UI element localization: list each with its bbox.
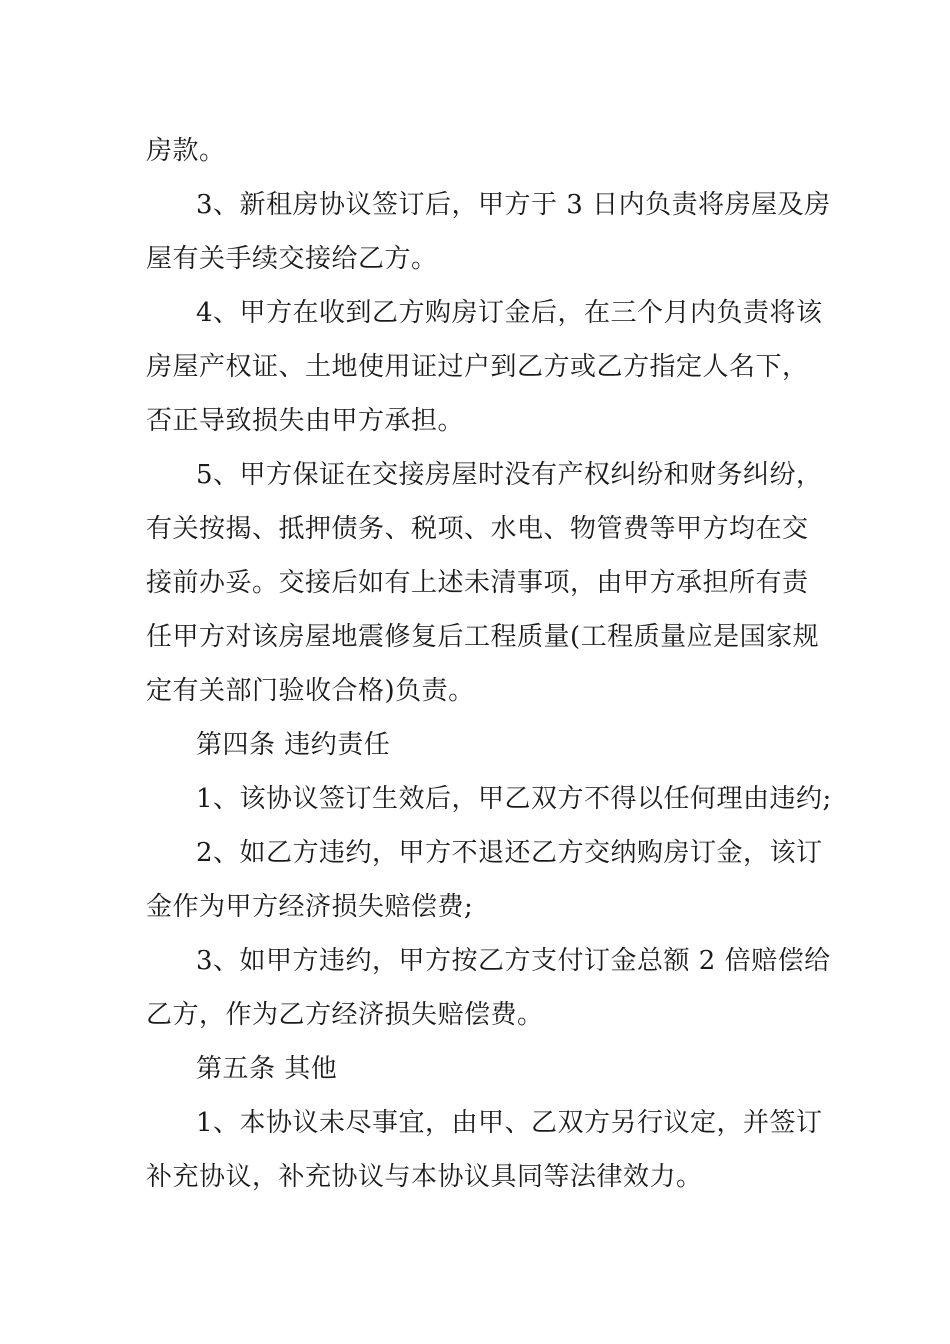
text-line: 否正导致损失由甲方承担。 [146, 406, 465, 436]
text-line: 2、如乙方违约，甲方不退还乙方交纳购房订金，该订 [196, 838, 823, 868]
text-line: 金作为甲方经济损失赔偿费; [146, 892, 474, 922]
text-line: 乙方，作为乙方经济损失赔偿费。 [146, 1000, 544, 1030]
text-line: 补充协议，补充协议与本协议具同等法律效力。 [146, 1162, 703, 1192]
text-line: 定有关部门验收合格)负责。 [146, 676, 475, 706]
text-line: 房屋产权证、土地使用证过户到乙方或乙方指定人名下， [146, 352, 809, 382]
text-line: 任甲方对该房屋地震修复后工程质量(工程质量应是国家规 [146, 622, 820, 652]
text-line: 5、甲方保证在交接房屋时没有产权纠纷和财务纠纷， [196, 460, 823, 490]
text-line: 有关按揭、抵押债务、税项、水电、物管费等甲方均在交 [146, 514, 809, 544]
section-heading: 第五条 其他 [196, 1054, 338, 1084]
text-line: 1、该协议签订生效后，甲乙双方不得以任何理由违约; [196, 784, 832, 814]
text-line: 屋有关手续交接给乙方。 [146, 244, 438, 274]
section-heading: 第四条 违约责任 [196, 730, 391, 760]
text-line: 4、甲方在收到乙方购房订金后，在三个月内负责将该 [196, 298, 823, 328]
text-line: 1、本协议未尽事宜，由甲、乙双方另行议定，并签订 [196, 1108, 823, 1138]
text-line: 房款。 [146, 136, 226, 166]
text-line: 接前办妥。交接后如有上述未清事项，由甲方承担所有责 [146, 568, 809, 598]
text-line: 3、如甲方违约，甲方按乙方支付订金总额 2 倍赔偿给 [196, 946, 831, 976]
text-line: 3、新租房协议签订后，甲方于 3 日内负责将房屋及房 [196, 190, 831, 220]
